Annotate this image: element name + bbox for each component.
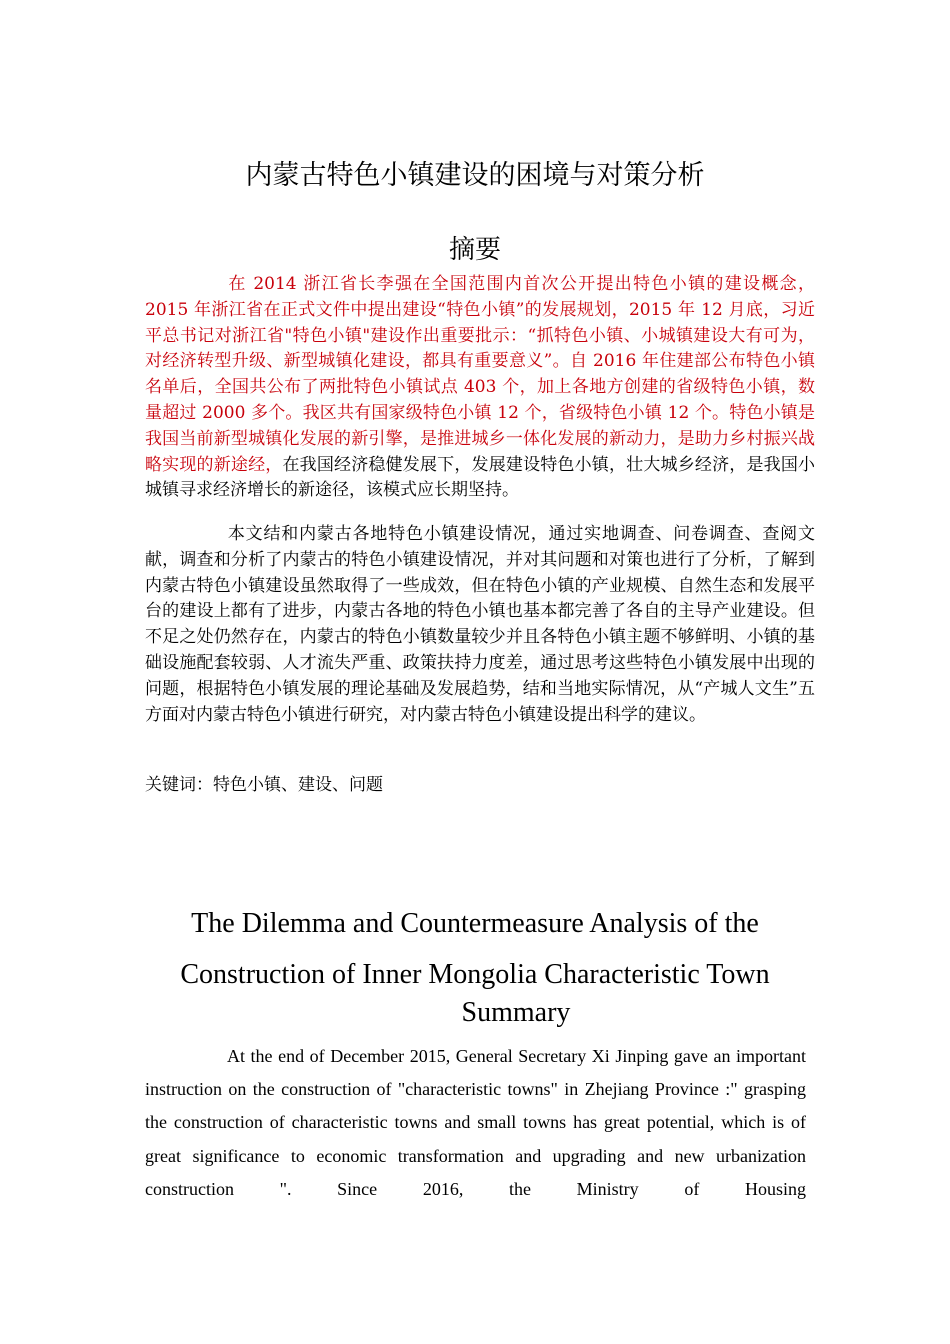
chinese-keywords: 关键词：特色小镇、建设、问题: [145, 775, 383, 795]
english-summary-paragraph: [145, 1040, 806, 1206]
chinese-title: 内蒙古特色小镇建设的困境与对策分析: [245, 160, 705, 191]
paragraph-text: At the end of December 2015, General Secretary Xi Jinping gave an important instruction on the construction of "characteristic towns" in Zhejiang Province :" grasping the construction of characteristic towns and small towns has great potential, which is of great significance to economic transformation and upgrading and new urbanization construction ". Since 2016, the Ministry of Housing: [145, 1046, 806, 1199]
paragraph-text: 本文结和内蒙古各地特色小镇建设情况，通过实地调查、问卷调查、查阅文献，调查和分析了内蒙古的特色小镇建设情况，并对其问题和对策也进行了分析，了解到内蒙古特色小镇建设虽然取得了一些成效，但在特色小镇的产业规模、自然生态和发展平台的建设上都有了进步，内蒙古各地的特色小镇也基本都完善了各自的主导产业建设。但不足之处仍然存在，内蒙古的特色小镇数量较少并且各特色小镇主题不够鲜明、小镇的基础设施配套较弱、人才流失严重、政策扶持力度差，通过思考这些特色小镇发展中出现的问题，根据特色小镇发展的理论基础及发展趋势，结和当地实际情况，从“产城人文生”五方面对内蒙古特色小镇进行研究，对内蒙古特色小镇建设提出科学的建议。: [145, 524, 815, 725]
english-summary-heading: Summary: [461, 997, 571, 1028]
chinese-abstract-paragraph-1: [145, 272, 815, 504]
chinese-abstract-heading: 摘要: [448, 235, 501, 265]
highlighted-text: 在 2014 浙江省长李强在全国范围内首次公开提出特色小镇的建设概念，2015 年浙江省在正式文件中提出建设“特色小镇”的发展规划，2015 年 12 月底，习近平总书记对浙江省"特色小镇"建设作出重要批示：“抓特色小镇、小城镇建设大有可为，对经济转型升级、新型城镇化建设，都具有重要意义”。自 2016 年住建部公布特色小镇名单后，全国共公布了两批特色小镇试点 403 个，加上各地方创建的省级特色小镇，数量超过 2000 多个。我区共有国家级特色小镇 12 个，省级特色小镇 12 个。特色小镇是我国当前新型城镇化发展的新引擎，是推进城乡一体化发展的新动力，是助力乡村振兴战略实现的新途经，: [145, 274, 815, 475]
chinese-abstract-paragraph-2: [145, 522, 815, 728]
paragraph-text: 在我国经济稳健发展下，发展建设特色小镇，壮大城乡经济，是我国小城镇寻求经济增长的新途径，该模式应长期坚持。: [145, 454, 816, 501]
english-title: The Dilemma and Countermeasure Analysis of the Construction of Inner Mongolia Characteristic Town: [180, 908, 770, 990]
